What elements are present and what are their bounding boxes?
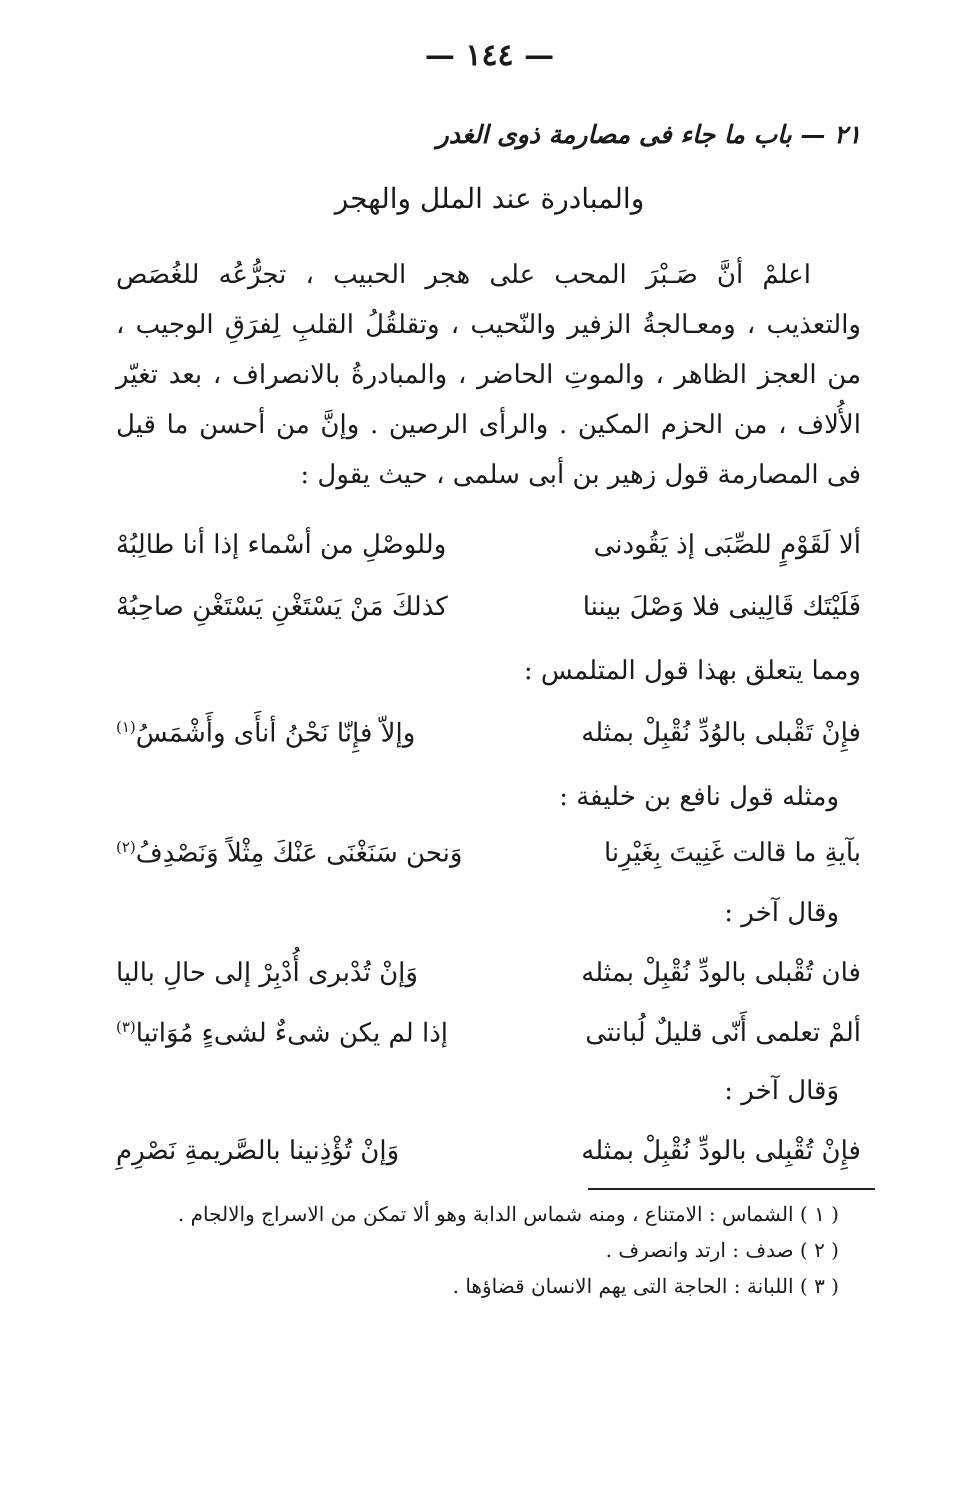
poem-intro: ومثله قول نافع بن خليفة : xyxy=(559,782,839,812)
verse-second-hemistich: كذلكَ مَنْ يَسْتَغْنِ يَسْتَغْنِ صاحِبُهْ xyxy=(116,592,448,622)
verse-second-hemistich: وَإنْ تُؤْذِنينا بالصَّريمةِ نَصْرِمِ xyxy=(116,1136,400,1166)
chapter-subtitle: والمبادرة عند الملل والهجر xyxy=(334,182,645,215)
verse-second-hemistich xyxy=(116,838,462,869)
verse-second-hemistich xyxy=(116,1018,448,1049)
footnote: ( ١ ) الشماس : الامتناع ، ومنه شماس الدابة وهو ألا تمكن من الاسراج والالجام . xyxy=(177,1202,839,1226)
verse-first-hemistich: ألا لَقَوْمٍ للصِّبَى إذ يَقُودنى xyxy=(593,530,861,560)
poem-intro: ومما يتعلق بهذا قول المتلمس : xyxy=(523,656,861,686)
footnote-ref: (١) xyxy=(116,718,136,736)
verse-first-hemistich: بآيةِ ما قالت غَنِيتَ بِغَيْرِنا xyxy=(604,838,861,868)
verse-first-hemistich: فان تُقْبلى بالودِّ نُقْبِلْ بمثله xyxy=(581,958,861,988)
verse-line xyxy=(116,1010,861,1062)
verse-line xyxy=(116,830,861,882)
hemistich-text: وَنحن سَنَغْنَى عَنْكَ مِثْلاً وَنَصْدِفُ xyxy=(135,838,463,869)
footnote: ( ٣ ) اللبانة : الحاجة التى يهم الانسان قضاؤها . xyxy=(452,1274,839,1298)
verse-second-hemistich: وللوصْلِ من أسْماء إذا أنا طالِبُهْ xyxy=(116,530,447,560)
verse-line xyxy=(116,584,861,636)
verse-line xyxy=(116,710,861,762)
hemistich-text: وإلاّ فإِنّا نَحْنُ أنأَى وأَشْمَسُ xyxy=(135,718,416,749)
verse-line xyxy=(116,1128,861,1180)
intro-paragraph xyxy=(116,250,861,500)
poem-intro: وقال آخر : xyxy=(724,898,839,928)
verse-first-hemistich: فإِنْ تُقْبِلى بالودِّ نُقْبِلْ بمثله xyxy=(581,1136,861,1166)
footnote-divider xyxy=(588,1188,875,1190)
footnotes xyxy=(119,1196,839,1304)
footnote: ( ٢ ) صدف : ارتد وانصرف . xyxy=(605,1238,839,1262)
verse-second-hemistich: وَإنْ تُدْبرى أُدْبِرْ إلى حالِ باليا xyxy=(116,958,418,988)
hemistich-text: إذا لم يكن شىءٌ لشىءٍ مُوَاتيا xyxy=(135,1018,449,1049)
page-number: — ١٤٤ — xyxy=(424,38,555,73)
chapter-title: ٢١ — باب ما جاء فى مصارمة ذوى الغدر xyxy=(436,120,861,149)
verse-line xyxy=(116,950,861,1002)
verse-first-hemistich: ألمْ تعلمى أَنّى قليلٌ لُبانتى xyxy=(585,1018,861,1048)
verse-line xyxy=(116,522,861,574)
verse-first-hemistich: فَلَيْتَك قَالِينى فلا وَصْلَ بيننا xyxy=(582,592,861,622)
poem-intro: وَقال آخر : xyxy=(724,1076,839,1106)
verse-first-hemistich: فإِنْ تَقْبلى بالوُدِّ نُقْبِلْ بمثله xyxy=(581,718,861,748)
paragraph-text: اعلمْ أنَّ صَـبْرَ المحب على هجر الحبيب ، تجرُّعُه للغُصَص والتعذيب ، ومعـالجةُ الزفير والنّحيب ، وتقلقُلُ القلبِ لِفرَقِ الوجيب ، من العجز الظاهر ، والموتِ الحاضر ، والمبادرةُ بالانصراف ، بعد تغيّر الأُلاف ، من الحزم المكين . والرأى الرصين . وإنَّ من أحسن ما قيل فى المصارمة قول زهير بن أبى سلمى ، حيث يقول : xyxy=(116,260,861,490)
footnote-ref: (٢) xyxy=(116,838,136,856)
footnote-ref: (٣) xyxy=(116,1018,136,1036)
verse-second-hemistich xyxy=(116,718,415,749)
